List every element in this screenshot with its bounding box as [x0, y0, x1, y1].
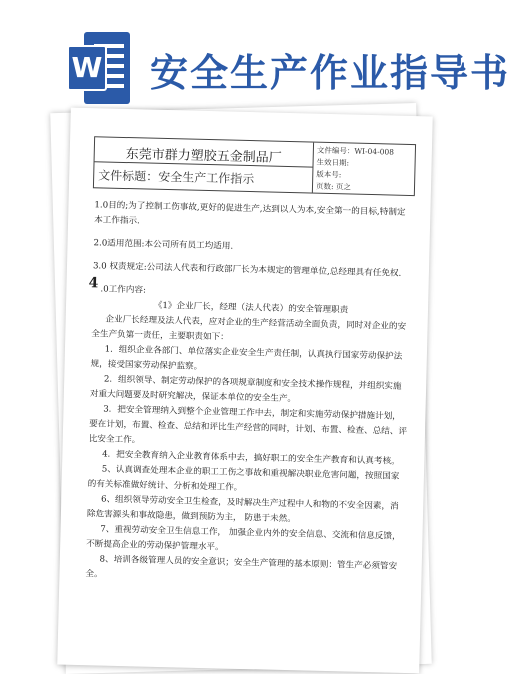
header-left-cell	[94, 137, 314, 192]
list-item: 6、组织领导劳动安全卫生检查，及时解决生产过程中人和物的不安全因素，消除危害源头和事故隐患，做到预防为主， 防患于未然。	[86, 494, 399, 525]
banner-title: 安全生产作业指导书	[150, 51, 510, 95]
svg-text:W: W	[71, 51, 103, 84]
document-body	[85, 198, 412, 590]
section-4-number: 4	[88, 275, 99, 292]
list-item: 4．把安全教育纳入企业教育体系中去，搞好职工的安全生产教育和认真考核。	[102, 449, 400, 467]
list-item: 3．把安全管理纳入到整个企业管理工作中去，制定和实施劳动保护措施计划，要在计划，布置、检查、总结和评比生产经营的同时，计划、布置、检查、总结、评比安全工作。	[88, 404, 408, 446]
header-table	[93, 136, 416, 196]
version: 版本号:	[316, 169, 342, 180]
document-page	[57, 108, 433, 674]
list-item: 7、重视劳动安全卫生信息工作， 加强企业内外的安全信息、交流和信息反馈，不断提高企业的劳动保护管理水平。	[86, 524, 401, 553]
word-icon	[66, 30, 132, 106]
doc-number: 文件编号：WI-04-008	[316, 145, 395, 157]
company-name: 东莞市群力塑胶五金制品厂	[125, 147, 282, 166]
header-right-cell	[316, 145, 415, 195]
section-3: 3.0 权责规定:公司法人代表和行政部厂长为本规定的管理单位,总经理具有任免权.	[92, 261, 402, 279]
list-item: 8、培训各级管理人员的安全意识；安全生产管理的基本原则：管生产必须管安全。	[85, 554, 398, 580]
document-title: 文件标题：安全生产工作指示	[98, 168, 255, 187]
section-2: 2.0适用范围:本公司所有员工均适用.	[93, 238, 234, 252]
section-1: 1.0目的;为了控制工伤事故,更好的促进生产,达到以人为本,安全第一的目标,特制定本工作指示.	[93, 200, 406, 227]
section-4-text: .0工作内容:	[100, 284, 147, 296]
list-item: 5、认真调查处理本企业的职工工伤之事故和重视解决职业危害问题，按照国家的有关标准做好统计、分析和处理工作。	[87, 464, 400, 493]
list-item: 2．组织领导、制定劳动保护的各项规章制度和安全技术操作规程，并组织实施对重大问题要及时研究解决，保证本单位的安全生产。	[89, 374, 402, 405]
effective-date: 生效日期:	[316, 157, 350, 168]
intro-paragraph: 企业厂长经理及法人代表，应对企业的生产经营活动全面负责，同时对企业的安全生产负第一责任，主要职责如下：	[91, 314, 407, 343]
page-count: 页数: 页之	[315, 181, 352, 192]
list-item: 1．组织企业各部门、单位落实企业安全生产责任制，认真执行国家劳动保护法规，接受国家劳动保护监察。	[90, 344, 403, 372]
banner	[0, 0, 510, 118]
subsection-title: 《1》企业厂长，经理（法人代表）的安全管理职责	[153, 300, 349, 316]
